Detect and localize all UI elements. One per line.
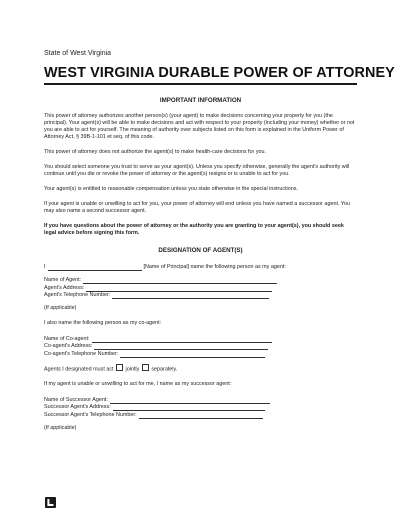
coagent-address-field[interactable] [94, 343, 268, 350]
agent-phone-line [44, 292, 357, 300]
principal-name-field[interactable] [48, 264, 142, 271]
important-paragraph-2: This power of attorney does not authorize the agent(s) to make health-care decisions for you. [44, 149, 267, 155]
important-paragraph-5: If your agent is unable or unwilling to act for you, your power of attorney will end unless you have named a successor agent. You may also name a second successor agent. [44, 201, 350, 214]
coagent-phone-label: Co-agent's Telephone Number: [44, 350, 119, 357]
joint-prefix: Agents I designated must act [44, 366, 114, 372]
document-title: WEST VIRGINIA DURABLE POWER OF ATTORNEY [44, 65, 395, 81]
successor-address-field[interactable] [113, 404, 265, 411]
coagent-phone-line [44, 350, 357, 358]
designation-heading: DESIGNATION OF AGENT(S) [158, 247, 243, 254]
coagent-intro: I also name the following person as my co-agent: [44, 320, 162, 326]
important-heading: IMPORTANT INFORMATION [159, 97, 242, 104]
coagent-name-line [44, 335, 357, 343]
agent-name-field[interactable] [83, 277, 277, 284]
coagent-phone-field[interactable] [120, 351, 265, 358]
successor-address-label: Successor Agent's Address: [44, 404, 111, 410]
coagent-name-field[interactable] [92, 336, 272, 343]
successor-name-field[interactable] [110, 397, 270, 404]
agent-address-field[interactable] [86, 285, 272, 292]
joint-line [44, 364, 357, 374]
successor-phone-line [44, 411, 357, 419]
agent-address-label: Agent's Address: [44, 284, 85, 291]
successor-phone-field[interactable] [139, 412, 263, 419]
coagent-name-label: Name of Co-agent: [44, 335, 90, 342]
important-paragraph-6: If you have questions about the power of attorney or the authority you are granting to your agent(s), you should seek legal advice before signing this form. [44, 223, 344, 236]
document-body [44, 97, 357, 440]
title-block [44, 65, 395, 85]
jointly-label: jointly [125, 366, 140, 372]
successor-name-line [44, 396, 357, 404]
separately-label: separately. [151, 366, 178, 372]
principal-prefix: I [44, 263, 46, 270]
document-brand-icon [44, 496, 57, 509]
agent-phone-field[interactable] [112, 292, 269, 299]
successor-phone-label: Successor Agent's Telephone Number: [44, 411, 137, 418]
important-paragraph-1: This power of attorney authorizes another person(s) (your agent) to make decisions concerning your property for you (the principal). Your agent(s) will be able to make decisions and act with respect to your property (including your money) whether or not you are able to act for yourself. The meaning of authority over subjects listed on this form is explained in the Uniform Power of Attorney Act, § 39B-1-101 et seq. of this code. [44, 113, 355, 140]
successor-intro: If my agent is unable or unwilling to act for me, I name as my successor agent: [44, 381, 232, 387]
separately-checkbox[interactable] [142, 364, 149, 371]
principal-suffix: [Name of Principal] name the following person as my agent: [143, 263, 286, 270]
state-label: State of West Virginia [44, 50, 112, 57]
important-paragraph-4: Your agent(s) is entitled to reasonable compensation unless you state otherwise in the special instructions. [44, 186, 298, 192]
agent-name-line [44, 277, 357, 285]
important-paragraph-3: You should select someone you trust to serve as your agent(s). Unless you specify otherwise, generally the agent's authority will continue until you die or revoke the power of attorney or the agent(s) resigns or is unable to act for you. [44, 164, 350, 177]
agent-name-label: Name of Agent: [44, 277, 82, 283]
successor-address-line [44, 404, 357, 412]
successor-name-label: Name of Successor Agent: [44, 396, 108, 403]
coagent-address-label: Co-agent's Address: [44, 343, 93, 349]
jointly-checkbox[interactable] [116, 364, 123, 371]
agent-phone-label: Agent's Telephone Number: [44, 292, 111, 298]
if-applicable-2: (If applicable) [44, 424, 77, 431]
principal-line [44, 263, 357, 271]
agent-address-line [44, 284, 357, 292]
title-divider [44, 83, 357, 85]
if-applicable-1: (If applicable) [44, 305, 77, 311]
coagent-address-line [44, 343, 357, 351]
